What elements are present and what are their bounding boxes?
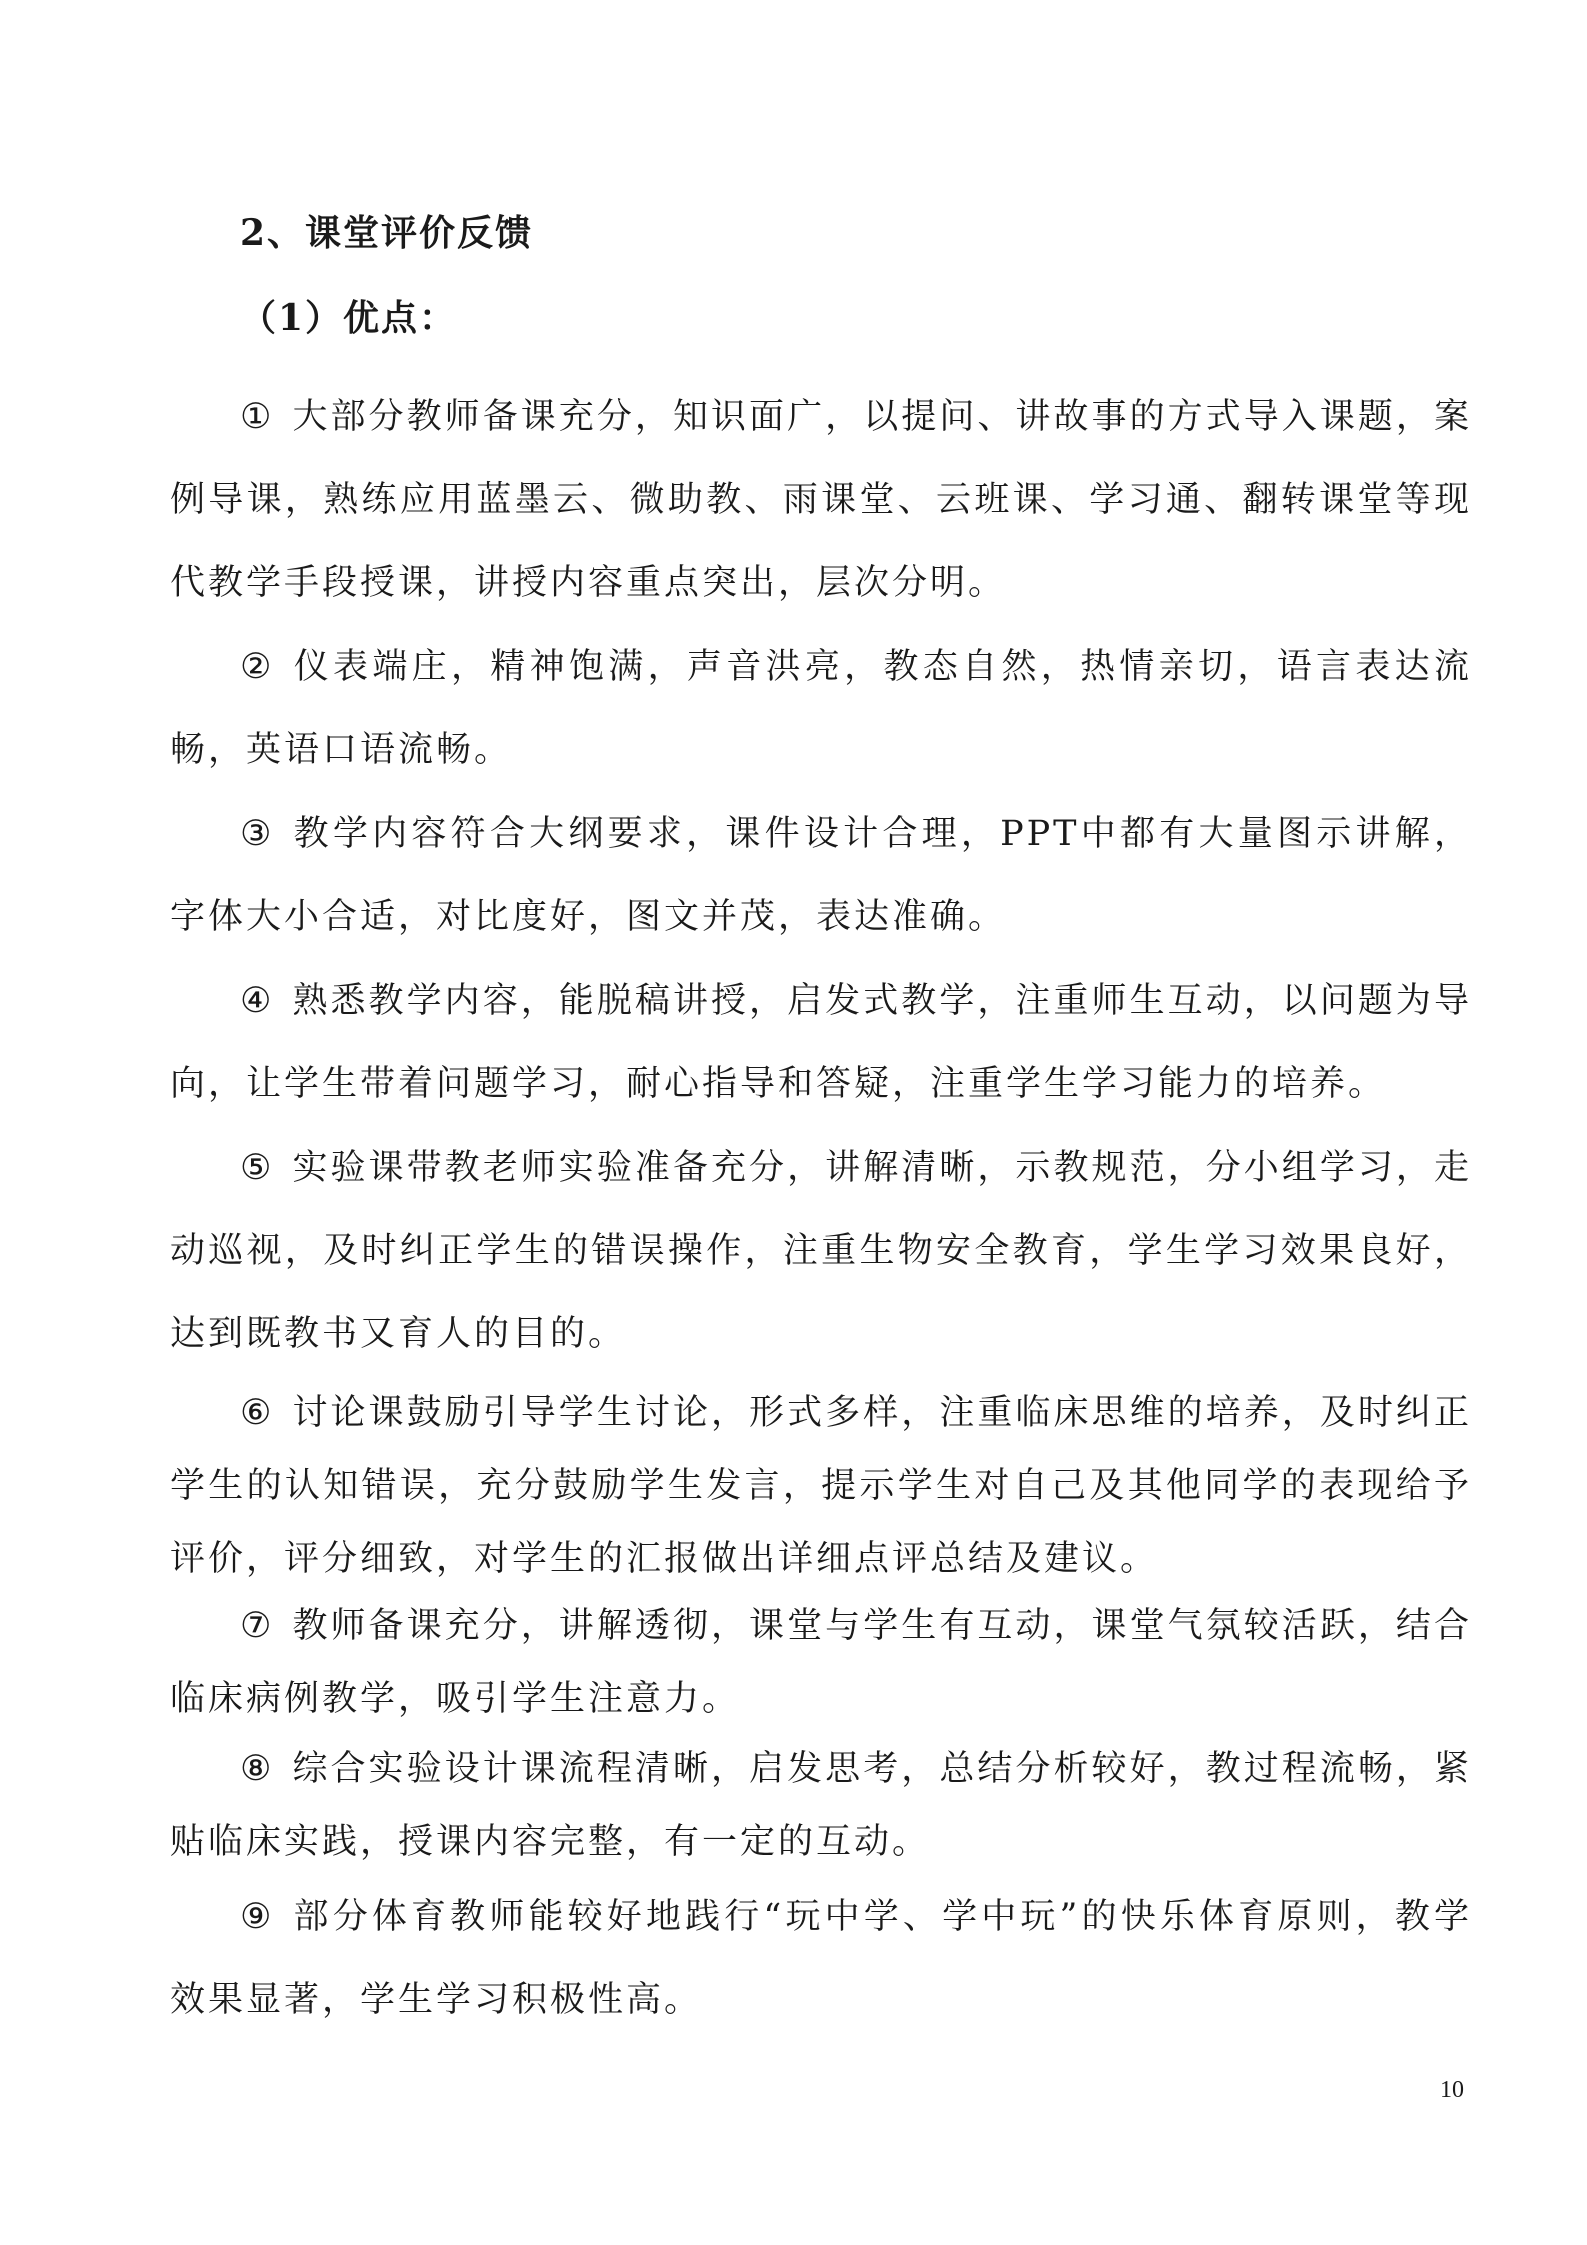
item-number: ⑤ [240, 1148, 275, 1188]
item-text: 部分体育教师能较好地践行“玩中学、学中玩”的快乐体育原则，教学效果显著，学生学习积极性高。 [170, 1897, 1472, 2020]
list-item-1 [170, 376, 1472, 625]
list-item-9 [170, 1876, 1472, 2042]
item-text: 综合实验设计课流程清晰，启发思考，总结分析较好，教过程流畅，紧贴临床实践，授课内容完整，有一定的互动。 [170, 1749, 1472, 1862]
item-number: ④ [240, 981, 275, 1021]
item-number: ⑧ [240, 1749, 275, 1789]
item-text: 仪表端庄，精神饱满，声音洪亮，教态自然，热情亲切，语言表达流畅，英语口语流畅。 [170, 647, 1472, 770]
item-number: ⑨ [240, 1897, 276, 1937]
section-title: 2、课堂评价反馈 [240, 212, 534, 254]
list-item-4 [170, 960, 1472, 1126]
list-item-6 [170, 1377, 1472, 1596]
item-number: ⑥ [240, 1393, 275, 1433]
list-item-8 [170, 1733, 1472, 1879]
item-number: ② [240, 647, 276, 687]
item-number: ① [240, 397, 275, 437]
item-text: 熟悉教学内容，能脱稿讲授，启发式教学，注重师生互动，以问题为导向，让学生带着问题学习，耐心指导和答疑，注重学生学习能力的培养。 [170, 981, 1472, 1104]
list-item-7 [170, 1590, 1472, 1736]
item-text: 教师备课充分，讲解透彻，课堂与学生有互动，课堂气氛较活跃，结合临床病例教学，吸引学生注意力。 [170, 1606, 1472, 1719]
item-text: 大部分教师备课充分，知识面广，以提问、讲故事的方式导入课题，案例导课，熟练应用蓝墨云、微助教、雨课堂、云班课、学习通、翻转课堂等现代教学手段授课，讲授内容重点突出，层次分明。 [170, 397, 1472, 603]
list-item-2 [170, 626, 1472, 792]
list-item-5 [170, 1127, 1472, 1376]
item-text: 实验课带教老师实验准备充分，讲解清晰，示教规范，分小组学习，走动巡视，及时纠正学生的错误操作，注重生物安全教育，学生学习效果良好，达到既教书又育人的目的。 [170, 1148, 1472, 1354]
item-number: ⑦ [240, 1606, 275, 1646]
item-text: 教学内容符合大纲要求，课件设计合理，PPT中都有大量图示讲解，字体大小合适，对比度好，图文并茂，表达准确。 [170, 814, 1472, 937]
subsection-title: （1）优点： [240, 297, 458, 339]
list-item-3 [170, 793, 1472, 959]
item-number: ③ [240, 814, 276, 854]
page-number: 10 [1440, 2077, 1464, 2103]
item-text: 讨论课鼓励引导学生讨论，形式多样，注重临床思维的培养，及时纠正学生的认知错误，充分鼓励学生发言，提示学生对自己及其他同学的表现给予评价，评分细致，对学生的汇报做出详细点评总结及建议。 [170, 1393, 1472, 1579]
